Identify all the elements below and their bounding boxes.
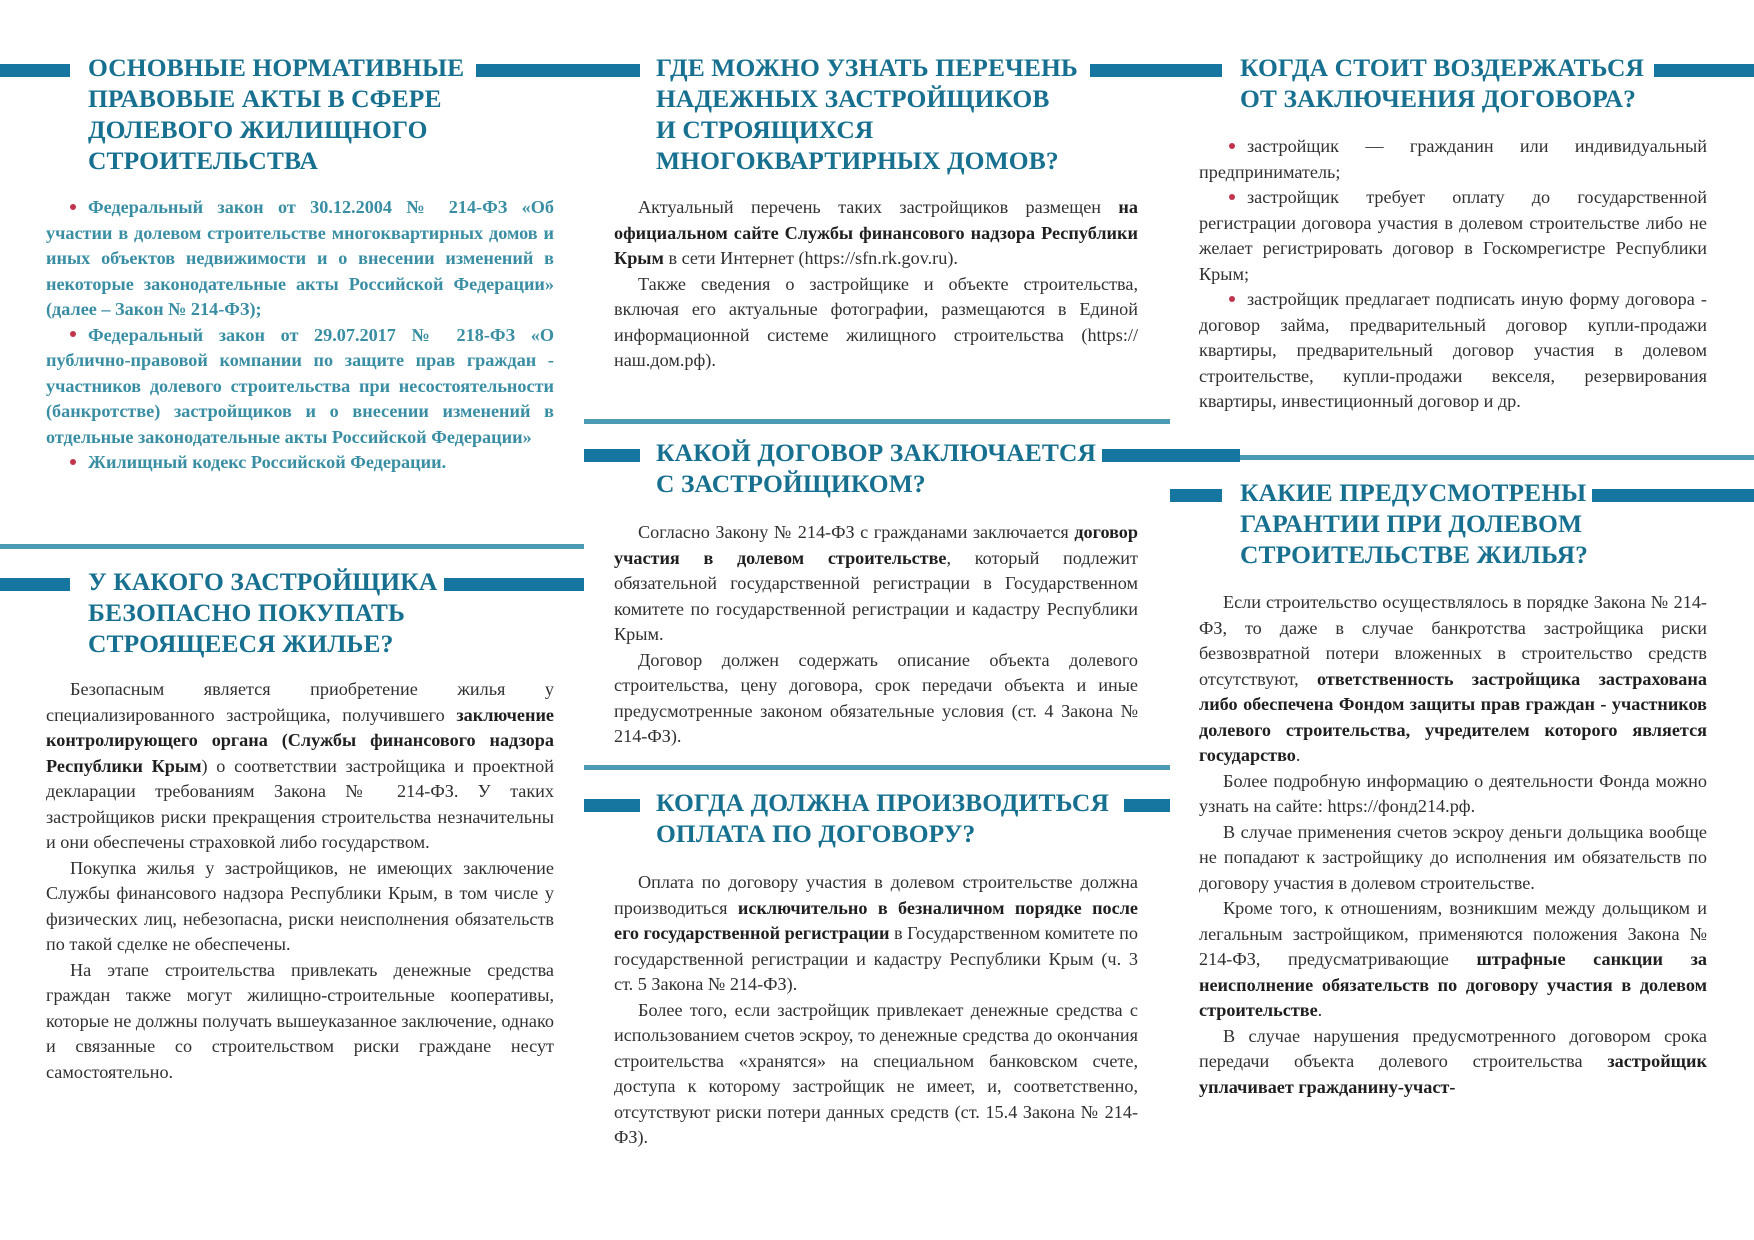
- paragraph: На этапе строительства привлекать денежные средства граждан также могут жилищно-строительные кооперативы, которые не должны получать вышеуказанное заключение, однако и связанные со строительством риски граждане несут самостоятельно.: [46, 959, 554, 1082]
- bullet-icon: [70, 204, 76, 210]
- bullet-icon: [1229, 194, 1235, 200]
- heading-bar-right: [444, 578, 584, 591]
- paragraph: Оплата по договору участия в долевом строительстве должна производиться исключительно в безналичном порядке после его государственной регистрации в Государственном комитете по государственной регистрации и кадастру Республики Крым (ч. 3 ст. 5 Закона № 214-ФЗ).: [614, 872, 1139, 994]
- section-heading: КОГДА СТОИТ ВОЗДЕРЖАТЬСЯ ОТ ЗАКЛЮЧЕНИЯ ДОГОВОРА?: [1240, 53, 1644, 113]
- section-heading: КАКОЙ ДОГОВОР ЗАКЛЮЧАЕТСЯ С ЗАСТРОЙЩИКОМ?: [656, 438, 1096, 498]
- section-body: [614, 195, 1138, 374]
- heading-bar-left: [584, 799, 640, 812]
- laws-list: [46, 195, 554, 476]
- paragraph: Безопасным является приобретение жилья у специализированного застройщика, получившего заключение контролирующего органа (Службы финансового надзора Республики Крым) о соответствии застройщика и проектной декларации требованиям Закона № 214-ФЗ. У таких застройщиков риски прекращения строительства незначительны и они обеспечены страховкой либо государством.: [46, 679, 554, 852]
- divider: [1240, 455, 1754, 460]
- heading-bar-right: [1124, 799, 1170, 812]
- list-item: Федеральный закон от 29.07.2017 № 218-ФЗ «О публично-правовой компании по защите прав граждан - участников долевого строительства при несостоятельности (банкротстве) застройщиков и о внесении изменений в отдельные законодательные акты Российской Федерации»: [46, 324, 554, 447]
- paragraph: Если строительство осуществлялось в порядке Закона № 214-ФЗ, то даже в случае банкротства застройщика риски безвозвратной потери вложенных в строительство средств отсутствуют, ответственность застройщика застрахована либо обеспечена Фондом защиты прав граждан - участников долевого строительства, учредителем которого является государство.: [1199, 592, 1707, 765]
- heading-bar-right: [1654, 64, 1754, 77]
- section-heading: ОСНОВНЫЕ НОРМАТИВНЫЕ ПРАВОВЫЕ АКТЫ В СФЕРЕ ДОЛЕВОГО ЖИЛИЩНОГО СТРОИТЕЛЬСТВА: [88, 53, 465, 175]
- warning-list: [1199, 134, 1707, 415]
- heading-bar-left: [1170, 489, 1222, 502]
- section-heading: КАКИЕ ПРЕДУСМОТРЕНЫ ГАРАНТИИ ПРИ ДОЛЕВОМ СТРОИТЕЛЬСТВЕ ЖИЛЬЯ?: [1240, 478, 1588, 569]
- paragraph: Актуальный перечень таких застройщиков размещен на официальном сайте Службы финансового надзора Республики Крым в сети Интернет (https://sfn.rk.gov.ru).: [614, 197, 1138, 268]
- paragraph: Согласно Закону № 214-ФЗ с гражданами заключается договор участия в долевом строительстве, который подлежит обязательной государственной регистрации в Государственном комитете по государственной регистрации и кадастру Республики Крым.: [614, 522, 1138, 644]
- section-heading: У КАКОГО ЗАСТРОЙЩИКА БЕЗОПАСНО ПОКУПАТЬ СТРОЯЩЕЕСЯ ЖИЛЬЕ?: [88, 567, 438, 658]
- paragraph: Кроме того, к отношениям, возникшим между дольщиком и легальным застройщиком, применяются положения Закона № 214-ФЗ, предусматривающие штрафные санкции за неисполнение обязательств по договору участия в долевом строительстве.: [1199, 898, 1707, 1020]
- bullet-icon: [1229, 143, 1235, 149]
- divider: [584, 765, 1170, 770]
- list-item: застройщик требует оплату до государственной регистрации договора участия в долевом строительстве либо не желает регистрировать договор в Госкомрегистре Республики Крым;: [1199, 187, 1707, 284]
- paragraph: Более подробную информацию о деятельности Фонда можно узнать на сайте: https://фонд214.рф.: [1199, 770, 1707, 816]
- heading-bar-right: [1592, 489, 1754, 502]
- heading-bar-right: [1102, 449, 1170, 462]
- section-heading: ГДЕ МОЖНО УЗНАТЬ ПЕРЕЧЕНЬ НАДЕЖНЫХ ЗАСТРОЙЩИКОВ И СТРОЯЩИХСЯ МНОГОКВАРТИРНЫХ ДОМОВ?: [656, 53, 1078, 175]
- paragraph: В случае применения счетов эскроу деньги дольщика вообще не попадают к застройщику до исполнения им обязательств по договору участия в долевом строительстве.: [1199, 821, 1707, 893]
- section-heading: КОГДА ДОЛЖНА ПРОИЗВОДИТЬСЯ ОПЛАТА ПО ДОГОВОРУ?: [656, 788, 1109, 848]
- paragraph: Договор должен содержать описание объекта долевого строительства, цену договора, срок передачи объекта и иные предусмотренные законом обязательные условия (ст. 4 Закона № 214-ФЗ).: [614, 649, 1138, 746]
- heading-bar-right: [1090, 64, 1170, 77]
- paragraph: Покупка жилья у застройщиков, не имеющих заключение Службы финансового надзора Республики Крым, в том числе у физических лиц, небезопасна, риски неисполнения обязательств по такой сделке не обеспечены.: [46, 857, 554, 954]
- heading-bar-left: [0, 578, 70, 591]
- section-body: [614, 520, 1138, 750]
- paragraph: Более того, если застройщик привлекает денежные средства с использованием счетов эскроу, то денежные средства до окончания строительства «хранятся» на специальном банковском счете, доступа к которому застройщик не имеет, и, соответственно, отсутствуют риски потери данных средств (ст. 15.4 Закона № 214-ФЗ).: [614, 999, 1138, 1147]
- section-body: [46, 677, 554, 1085]
- heading-bar-left: [1170, 64, 1222, 77]
- divider: [584, 419, 1170, 424]
- list-item: Жилищный кодекс Российской Федерации.: [46, 450, 554, 476]
- divider-bar: [1170, 449, 1240, 462]
- heading-bar-left: [584, 64, 640, 77]
- list-item: застройщик предлагает подписать иную форму договора - договор займа, предварительный договор купли-продажи квартиры, предварительный договор участия в долевом строительстве, купли-продажи векселя, резервирования квартиры, инвестиционный договор и др.: [1199, 289, 1707, 411]
- divider: [0, 544, 584, 549]
- heading-bar-left: [584, 449, 640, 462]
- section-body: [1199, 590, 1707, 1100]
- heading-bar-left: [0, 64, 70, 77]
- bullet-icon: [1229, 296, 1235, 302]
- heading-bar-right: [476, 64, 584, 77]
- bullet-icon: [70, 459, 76, 465]
- paragraph: Также сведения о застройщике и объекте строительства, включая его актуальные фотографии, размещаются в Единой информационной системе жилищного строительства (https://наш.дом.рф).: [614, 273, 1138, 370]
- list-item: застройщик — гражданин или индивидуальный предприниматель;: [1199, 136, 1707, 182]
- section-body: [614, 870, 1138, 1151]
- paragraph: В случае нарушения предусмотренного договором срока передачи объекта долевого строительства застройщик уплачивает гражданину-участ-: [1199, 1025, 1707, 1097]
- list-item: Федеральный закон от 30.12.2004 № 214-ФЗ «Об участии в долевом строительстве многоквартирных домов и иных объектов недвижимости и о внесении изменений в некоторые законодательные акты Российской Федерации» (далее – Закон № 214-ФЗ);: [46, 197, 554, 319]
- bullet-icon: [70, 331, 76, 337]
